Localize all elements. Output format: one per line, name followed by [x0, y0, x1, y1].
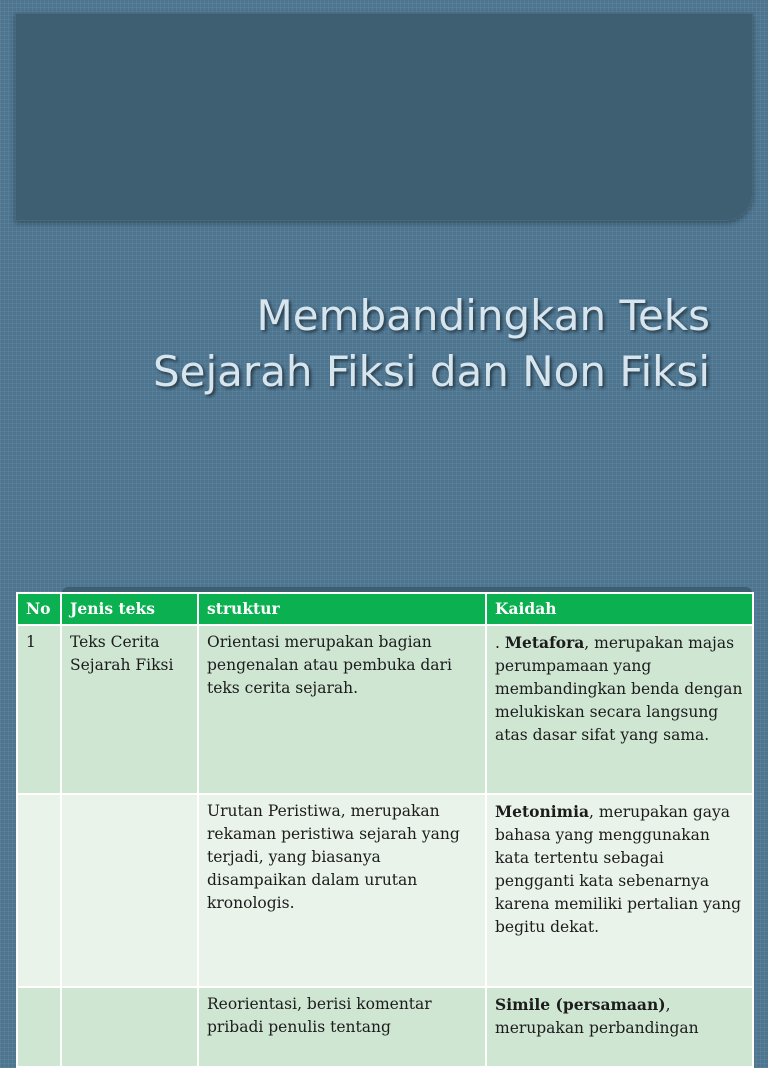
cell-kaidah	[486, 987, 753, 1067]
header-kaidah: Kaidah	[486, 593, 753, 625]
comparison-table	[16, 592, 754, 1068]
cell-jenis-teks	[61, 987, 198, 1067]
cell-struktur: Reorientasi, berisi komentar pribadi penulis tentang	[198, 987, 486, 1067]
header-struktur: struktur	[198, 593, 486, 625]
header-no: No	[17, 593, 61, 625]
cell-no	[17, 794, 61, 987]
table-row	[17, 987, 753, 1067]
cell-struktur: Orientasi merupakan bagian pengenalan atau pembuka dari teks cerita sejarah.	[198, 625, 486, 794]
header-panel	[15, 13, 753, 221]
header-jenis-teks: Jenis teks	[61, 593, 198, 625]
cell-jenis-teks: Teks Cerita Sejarah Fiksi	[61, 625, 198, 794]
slide-title-line-2: Sejarah Fiksi dan Non Fiksi	[153, 347, 710, 396]
kaidah-prefix: .	[495, 634, 505, 652]
slide-title	[153, 288, 710, 400]
slide-title-line-1: Membandingkan Teks	[256, 291, 710, 340]
kaidah-term: Metonimia	[495, 802, 590, 821]
cell-kaidah	[486, 794, 753, 987]
cell-jenis-teks	[61, 794, 198, 987]
cell-no: 1	[17, 625, 61, 794]
kaidah-term: Simile (persamaan)	[495, 995, 666, 1014]
kaidah-description: , merupakan perbandingan	[495, 996, 699, 1037]
table-row	[17, 794, 753, 987]
kaidah-description: , merupakan majas perumpamaan yang membandingkan benda dengan melukiskan secara langsung atas dasar sifat yang sama.	[495, 634, 743, 744]
cell-no	[17, 987, 61, 1067]
table-row	[17, 625, 753, 794]
kaidah-description: , merupakan gaya bahasa yang menggunakan kata tertentu sebagai pengganti kata sebenarnya karena memiliki pertalian yang begitu dekat.	[495, 803, 742, 936]
table-header-row	[17, 593, 753, 625]
kaidah-term: Metafora	[504, 633, 585, 652]
cell-kaidah	[486, 625, 753, 794]
cell-struktur: Urutan Peristiwa, merupakan rekaman peristiwa sejarah yang terjadi, yang biasanya disampaikan dalam urutan kronologis.	[198, 794, 486, 987]
